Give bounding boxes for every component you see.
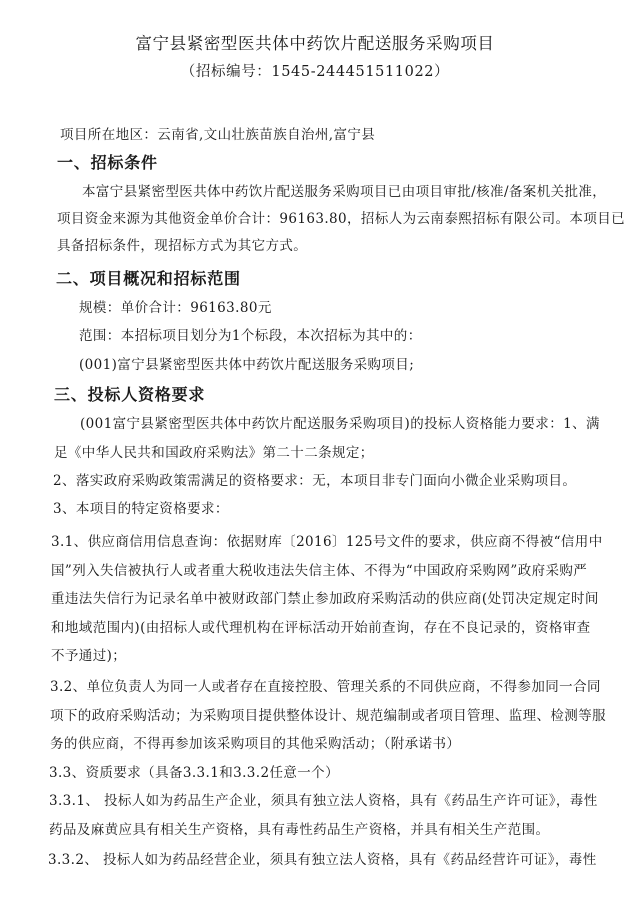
paragraph-line: 项目资金来源为其他资金单价合计：96163.80，招标人为云南泰熙招标有限公司。本项目已 <box>57 211 626 227</box>
paragraph-line: 不予通过)； <box>51 648 127 664</box>
project-scope: 范围：本招标项目划分为1个标段，本次招标为其中的： <box>79 328 422 344</box>
section-heading-project-overview: 二、项目概况和招标范围 <box>56 269 241 288</box>
section-heading-bidding-conditions: 一、招标条件 <box>57 153 158 172</box>
paragraph-line: (001富宁县紧密型医共体中药饮片配送服务采购项目)的投标人资格能力要求：1、满 <box>80 416 600 432</box>
section-heading-bidder-qualifications: 三、投标人资格要求 <box>54 385 206 404</box>
paragraph-line: 项下的政府采购活动；为采购项目提供整体设计、规范编制或者项目管理、监理、检测等服 <box>50 708 606 724</box>
paragraph-line: 足《中华人民共和国政府采购法》第二十二条规定； <box>54 445 374 461</box>
paragraph-line: 3.3、资质要求（具备3.3.1和3.3.2任意一个） <box>49 765 339 781</box>
paragraph-line: 2、落实政府采购政策需满足的资格要求：无，本项目非专门面向小微企业采购项目。 <box>53 473 577 489</box>
bid-number: （招标编号：1545-244451511022） <box>180 64 450 80</box>
paragraph-line: 药品及麻黄应具有相关生产资格，具有毒性药品生产资格，并具有相关生产范围。 <box>49 822 550 838</box>
paragraph-line: 重违法失信行为记录名单中被财政部门禁止参加政府采购活动的供应商(处罚决定规定时间 <box>51 591 599 607</box>
paragraph-line: 3.2、单位负责人为同一人或者存在直接控股、管理关系的不同供应商，不得参加同一合同 <box>50 679 601 695</box>
paragraph-line: 3.3.2、 投标人如为药品经营企业，须具有独立法人资格，具有《药品经营许可证》，毒性 <box>48 852 597 868</box>
document-title: 富宁县紧密型医共体中药饮片配送服务采购项目 <box>135 34 495 53</box>
paragraph-line: 务的供应商，不得再参加该采购项目的其他采购活动；（附承诺书） <box>50 736 461 752</box>
paragraph-line: 3、本项目的特定资格要求： <box>53 501 229 517</box>
paragraph-line: 国”列入失信被执行人或者重大税收违法失信主体、不得为“中国政府采购网”政府采购严 <box>51 563 588 579</box>
project-region: 项目所在地区：云南省,文山壮族苗族自治州,富宁县 <box>60 127 376 143</box>
paragraph-line: 3.1、供应商信用信息查询：依据财库〔2016〕125号文件的要求，供应商不得被“信用中 <box>51 534 603 550</box>
paragraph-line: 本富宁县紧密型医共体中药饮片配送服务采购项目已由项目审批/核准/备案机关批准， <box>82 184 607 200</box>
project-scale: 规模：单价合计：96163.80元 <box>79 300 272 316</box>
project-lot: (001)富宁县紧密型医共体中药饮片配送服务采购项目; <box>79 357 415 373</box>
paragraph-line: 具备招标条件，现招标方式为其它方式。 <box>57 238 308 254</box>
paragraph-line: 和地域范围内)(由招标人或代理机构在评标活动开始前查询，存在不良记录的，资格审查 <box>51 620 591 636</box>
paragraph-line: 3.3.1、 投标人如为药品生产企业，须具有独立法人资格，具有《药品生产许可证》，毒性 <box>49 793 598 809</box>
